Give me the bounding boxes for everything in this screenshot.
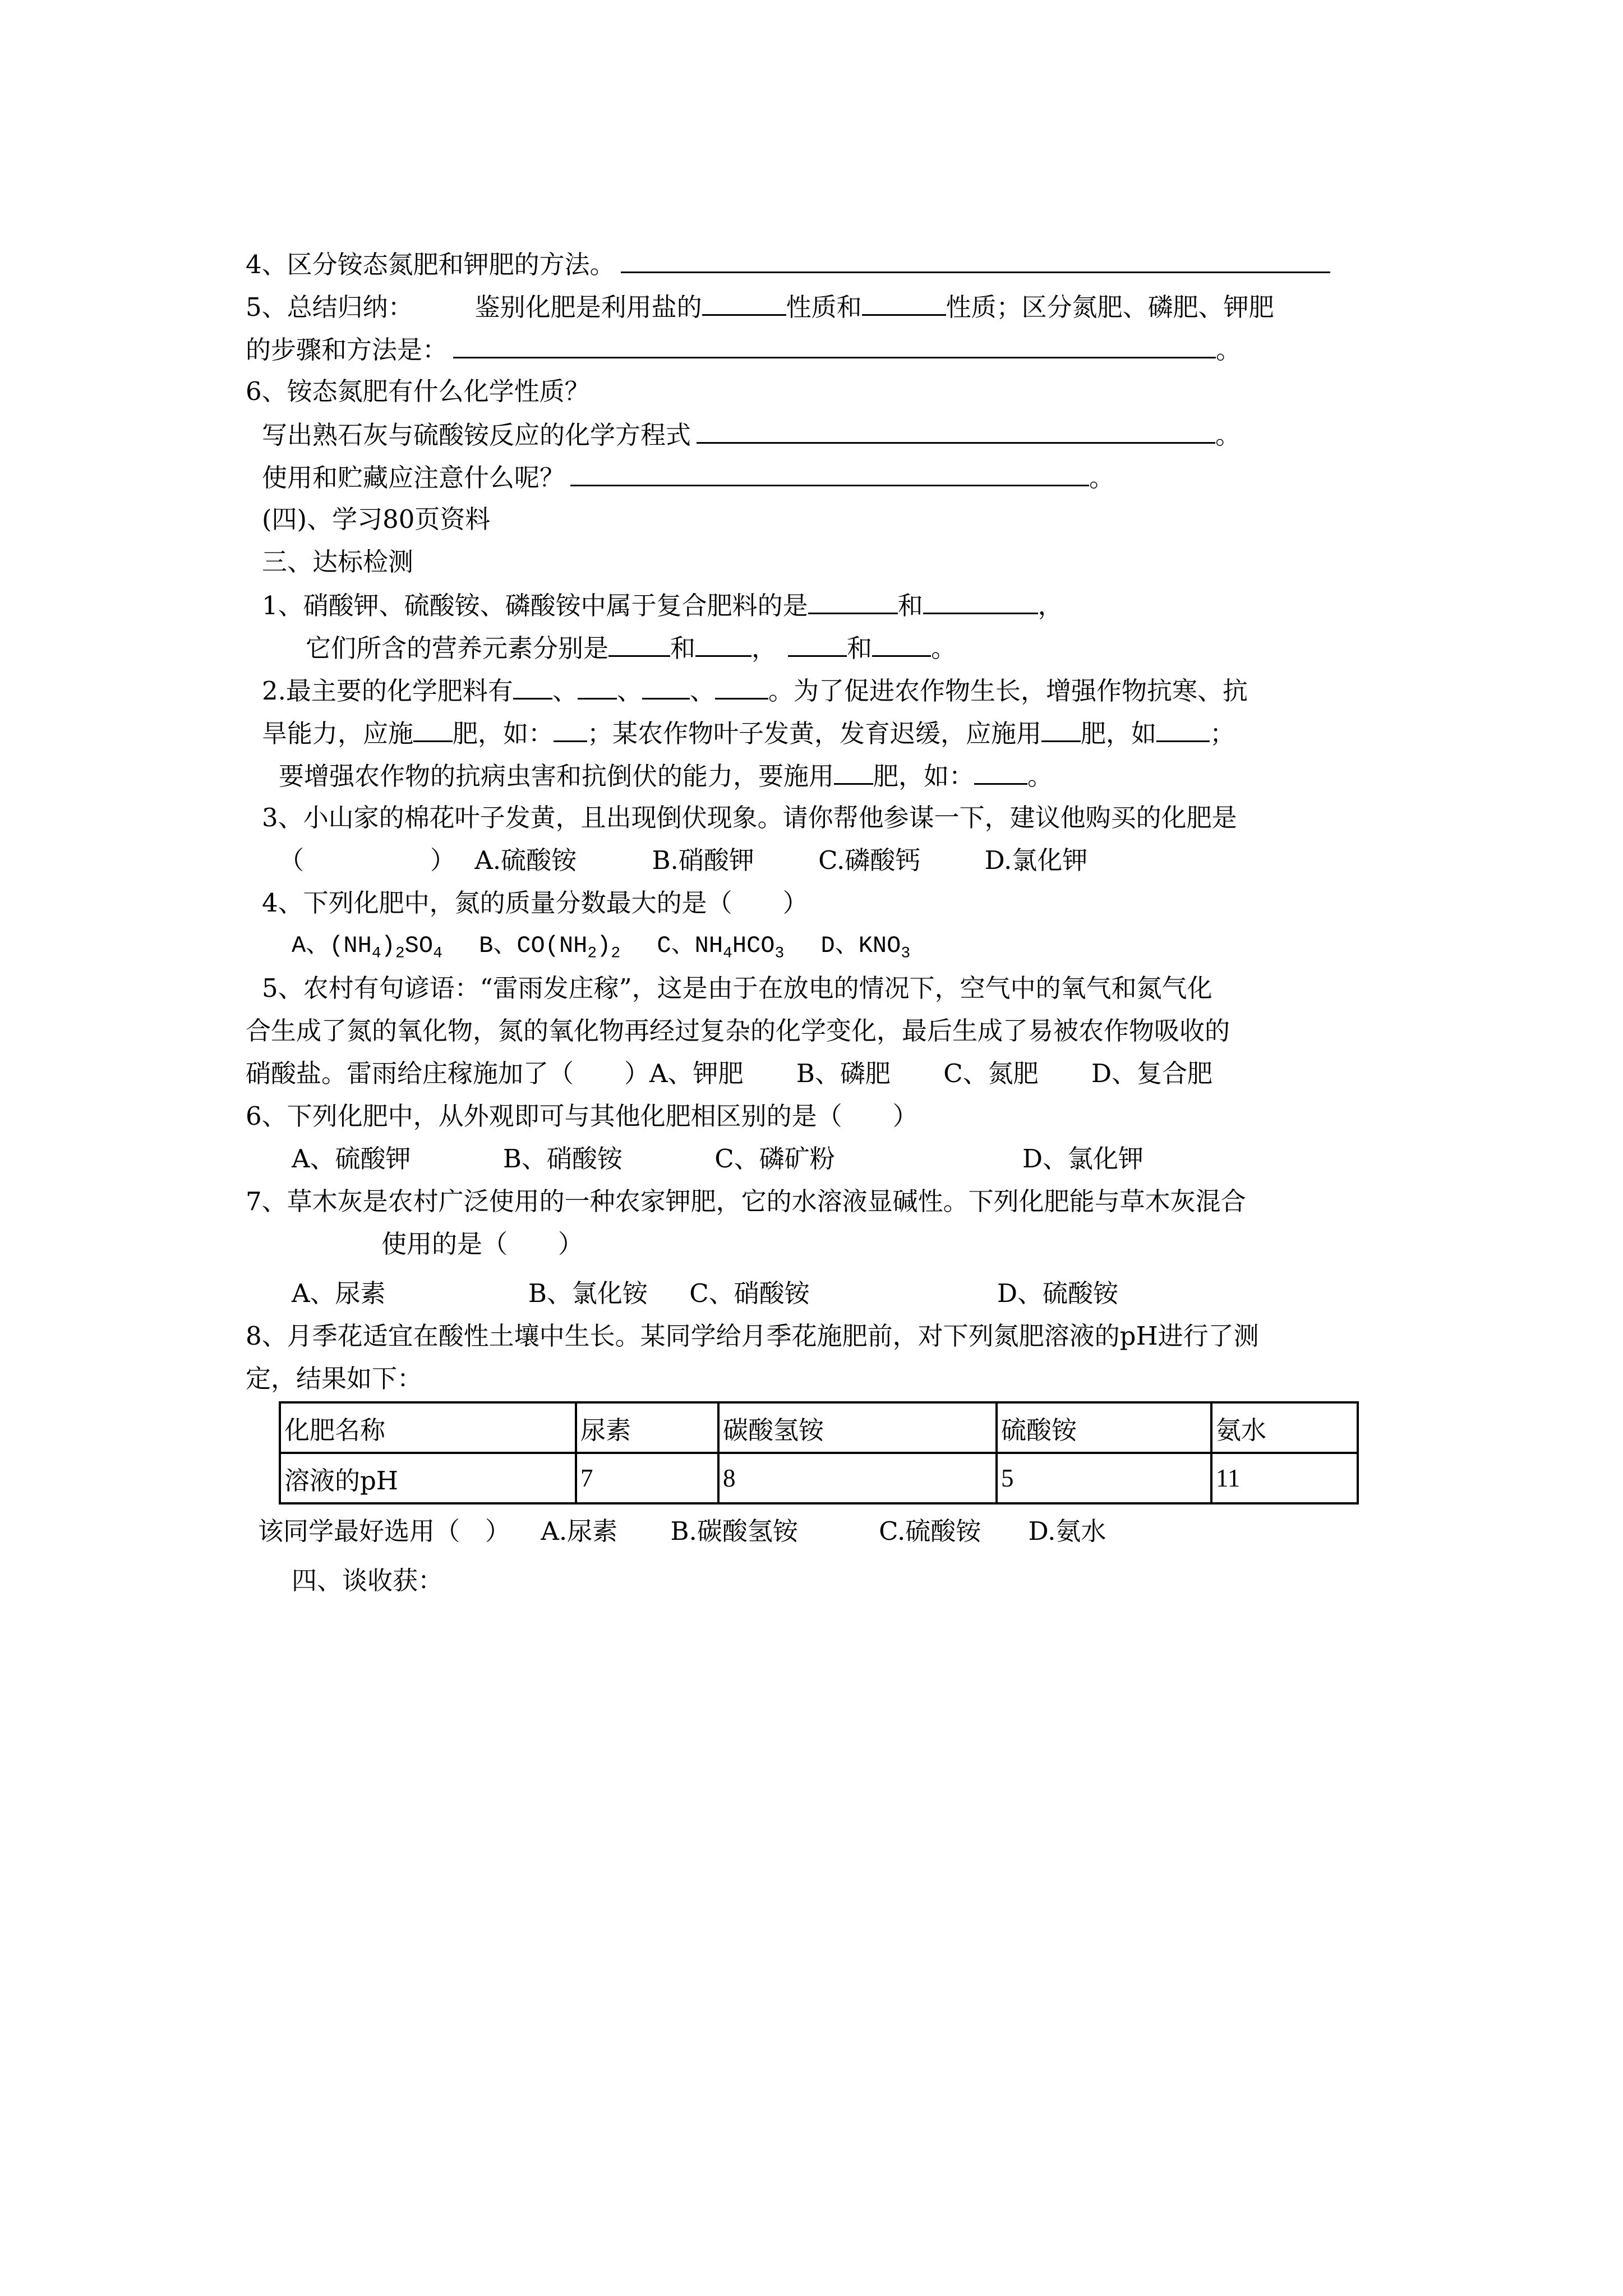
answer-blank[interactable] <box>834 758 873 785</box>
item-5-line1 <box>246 289 1274 324</box>
item-5-text: 性质和 <box>786 292 862 322</box>
test-1-line2 <box>306 631 956 665</box>
item-5-text: 。 <box>1216 335 1242 365</box>
option-d: D、硫酸铵 <box>997 1278 1119 1308</box>
test-7-options <box>292 1277 1118 1310</box>
option-a: A、$(NH_4)_2SO_4$ <box>292 932 442 963</box>
answer-blank[interactable] <box>702 289 786 316</box>
test-4-options <box>292 929 910 963</box>
test-2-text: 。 <box>1027 761 1053 791</box>
test-1-text: 。 <box>931 633 957 663</box>
test-4-line1: 4、下列化肥中，氮的质量分数最大的是（ ） <box>262 888 808 918</box>
table-row <box>280 1453 1358 1503</box>
test-5-line2: 合生成了氮的氧化物，氮的氧化物再经过复杂的化学变化，最后生成了易被农作物吸收的 <box>246 1016 1230 1046</box>
table-cell: 尿素 <box>576 1402 718 1453</box>
answer-blank[interactable] <box>413 716 453 742</box>
answer-blank[interactable] <box>453 332 1216 358</box>
answer-blank[interactable] <box>578 673 617 700</box>
table-cell: 5 <box>997 1453 1211 1503</box>
test-1-line1 <box>262 588 1063 623</box>
test-2-text: 2.最主要的化学肥料有 <box>262 676 513 706</box>
answer-blank[interactable] <box>788 631 847 657</box>
item-6-text: 写出熟石灰与硫酸铵反应的化学方程式 <box>262 420 691 450</box>
option-c: C、硝酸铵 <box>689 1278 810 1308</box>
section-3-heading: 三、达标检测 <box>262 547 414 577</box>
item-5-text: 性质；区分氮肥、磷肥、钾肥 <box>946 292 1274 322</box>
table-cell: 溶液的pH <box>280 1453 576 1503</box>
test-2-text: ； <box>1210 719 1235 748</box>
item-5-line2 <box>246 332 1241 367</box>
option-b: B、氯化铵 <box>528 1278 648 1308</box>
item-5-text: 鉴别化肥是利用盐的 <box>474 292 702 322</box>
test-1-text: ， <box>1038 591 1063 620</box>
answer-blank[interactable] <box>1041 716 1081 742</box>
test-2-text: 、 <box>689 676 715 706</box>
item-4-text: 4、区分铵态氮肥和钾肥的方法。 <box>246 250 615 279</box>
test-2-text: ；某农作物叶子发黄，发育迟缓，应施用 <box>587 719 1042 748</box>
test-6-options <box>292 1142 1144 1176</box>
answer-blank[interactable] <box>923 588 1038 614</box>
test-2-text: 、 <box>616 676 642 706</box>
item-4 <box>246 247 1330 282</box>
option-b: B、磷肥 <box>796 1059 891 1088</box>
answer-blank[interactable] <box>608 631 670 657</box>
test-1-text: 它们所含的营养元素分别是 <box>306 633 609 663</box>
test-5-line1: 5、农村有句谚语：“雷雨发庄稼”，这是由于在放电的情况下，空气中的氧气和氮气化 <box>262 973 1212 1003</box>
option-d: D、$KNO_3$ <box>820 932 911 963</box>
option-d: D、氯化钾 <box>1022 1144 1144 1174</box>
answer-blank[interactable] <box>642 673 690 700</box>
table-cell: 8 <box>718 1453 997 1503</box>
option-c: C.磷酸钙 <box>818 845 921 875</box>
test-2-text: 要增强农作物的抗病虫害和抗倒伏的能力，要施用 <box>279 761 834 791</box>
answer-blank[interactable] <box>862 289 946 316</box>
answer-blank[interactable] <box>513 673 552 700</box>
test-1-text: 1、硝酸钾、硫酸铵、磷酸铵中属于复合肥料的是 <box>262 591 808 620</box>
table-cell: 11 <box>1211 1453 1358 1503</box>
option-d: D、复合肥 <box>1091 1059 1213 1088</box>
option-d: D.氯化钾 <box>984 845 1088 875</box>
answer-blank[interactable] <box>570 460 1089 486</box>
test-2-text: 。为了促进农作物生长，增强作物抗寒、抗 <box>768 676 1248 706</box>
option-a: A、硫酸钾 <box>292 1144 411 1174</box>
option-b: B.硝酸钾 <box>652 845 754 875</box>
answer-blank[interactable] <box>974 758 1027 785</box>
test-1-text: 和 <box>847 633 873 663</box>
test-2-text: 肥，如： <box>453 719 554 748</box>
option-c: C、氮肥 <box>943 1059 1039 1088</box>
table-cell: 7 <box>576 1453 718 1503</box>
test-5-line3 <box>246 1057 1212 1091</box>
option-d: D.氨水 <box>1028 1516 1106 1546</box>
answer-blank[interactable] <box>695 631 751 657</box>
test-8-line1: 8、月季花适宜在酸性土壤中生长。某同学给月季花施肥前，对下列氮肥溶液的pH进行了测 <box>246 1321 1259 1351</box>
table-header-row <box>280 1402 1358 1453</box>
option-a: A、钾肥 <box>649 1059 744 1088</box>
option-b: B、$CO(NH_2)_2$ <box>479 932 621 963</box>
section-study-heading: (四)、学习80页资料 <box>262 504 491 534</box>
test-1-text: 和 <box>897 591 923 620</box>
item-5-text: 的步骤和方法是： <box>246 335 448 365</box>
answer-parenthesis[interactable]: （ ） <box>279 845 456 875</box>
option-a: A、尿素 <box>292 1278 386 1308</box>
table-cell: 碳酸氢铵 <box>718 1402 997 1453</box>
table-cell: 氨水 <box>1211 1402 1358 1453</box>
test-2-line3 <box>279 758 1053 793</box>
option-c: C.硫酸铵 <box>879 1516 981 1546</box>
test-5-text: 硝酸盐。雷雨给庄稼施加了（ ） <box>246 1059 650 1088</box>
test-1-text: ， <box>751 633 777 663</box>
test-3-line1: 3、小山家的棉花叶子发黄，且出现倒伏现象。请你帮他参谋一下，建议他购买的化肥是 <box>262 803 1237 832</box>
section-4-heading: 四、谈收获： <box>292 1566 444 1595</box>
option-b: B、硝酸铵 <box>502 1144 623 1174</box>
test-2-text: 、 <box>552 676 578 706</box>
option-c: C、$NH_4HCO_3$ <box>657 932 785 963</box>
test-6-line1: 6、下列化肥中，从外观即可与其他化肥相区别的是（ ） <box>246 1101 918 1131</box>
item-6-line2 <box>262 460 1114 495</box>
item-6-line1 <box>262 417 1241 452</box>
table-cell: 硫酸铵 <box>997 1402 1211 1453</box>
test-3-line2 <box>279 844 1087 877</box>
answer-blank[interactable] <box>697 417 1215 444</box>
item-6-text: 使用和贮藏应注意什么呢？ <box>262 463 565 493</box>
item-6-title: 6、铵态氮肥有什么化学性质？ <box>246 376 590 406</box>
test-8-line2: 定，结果如下： <box>246 1364 423 1393</box>
option-b: B.碳酸氢铵 <box>670 1516 798 1546</box>
option-a: A.硫酸铵 <box>474 845 577 875</box>
test-2-text: 肥，如： <box>873 761 975 791</box>
answer-blank[interactable] <box>808 588 898 614</box>
test-2-line2 <box>262 716 1235 751</box>
ph-table <box>279 1401 1359 1504</box>
answer-blank[interactable] <box>872 631 931 657</box>
test-7-line2: 使用的是（ ） <box>381 1229 584 1259</box>
answer-blank[interactable] <box>715 673 768 700</box>
answer-blank[interactable] <box>621 247 1330 273</box>
table-cell: 化肥名称 <box>280 1402 576 1453</box>
item-6-text: 。 <box>1215 420 1241 450</box>
test-2-line1 <box>262 673 1248 708</box>
item-5-label: 5、总结归纳： <box>246 292 413 322</box>
test-8-answer-line <box>258 1515 1106 1548</box>
answer-blank[interactable] <box>554 716 587 742</box>
item-6-text: 。 <box>1089 463 1115 493</box>
test-2-text: 旱能力，应施 <box>262 719 414 748</box>
test-7-line1: 7、草木灰是农村广泛使用的一种农家钾肥，它的水溶液显碱性。下列化肥能与草木灰混合 <box>246 1186 1246 1216</box>
option-a: A.尿素 <box>541 1516 618 1546</box>
test-2-text: 肥，如 <box>1081 719 1157 748</box>
option-c: C、磷矿粉 <box>714 1144 835 1174</box>
answer-blank[interactable] <box>1156 716 1210 742</box>
test-1-text: 和 <box>670 633 696 663</box>
test-8-text: 该同学最好选用（ ） <box>258 1516 511 1546</box>
